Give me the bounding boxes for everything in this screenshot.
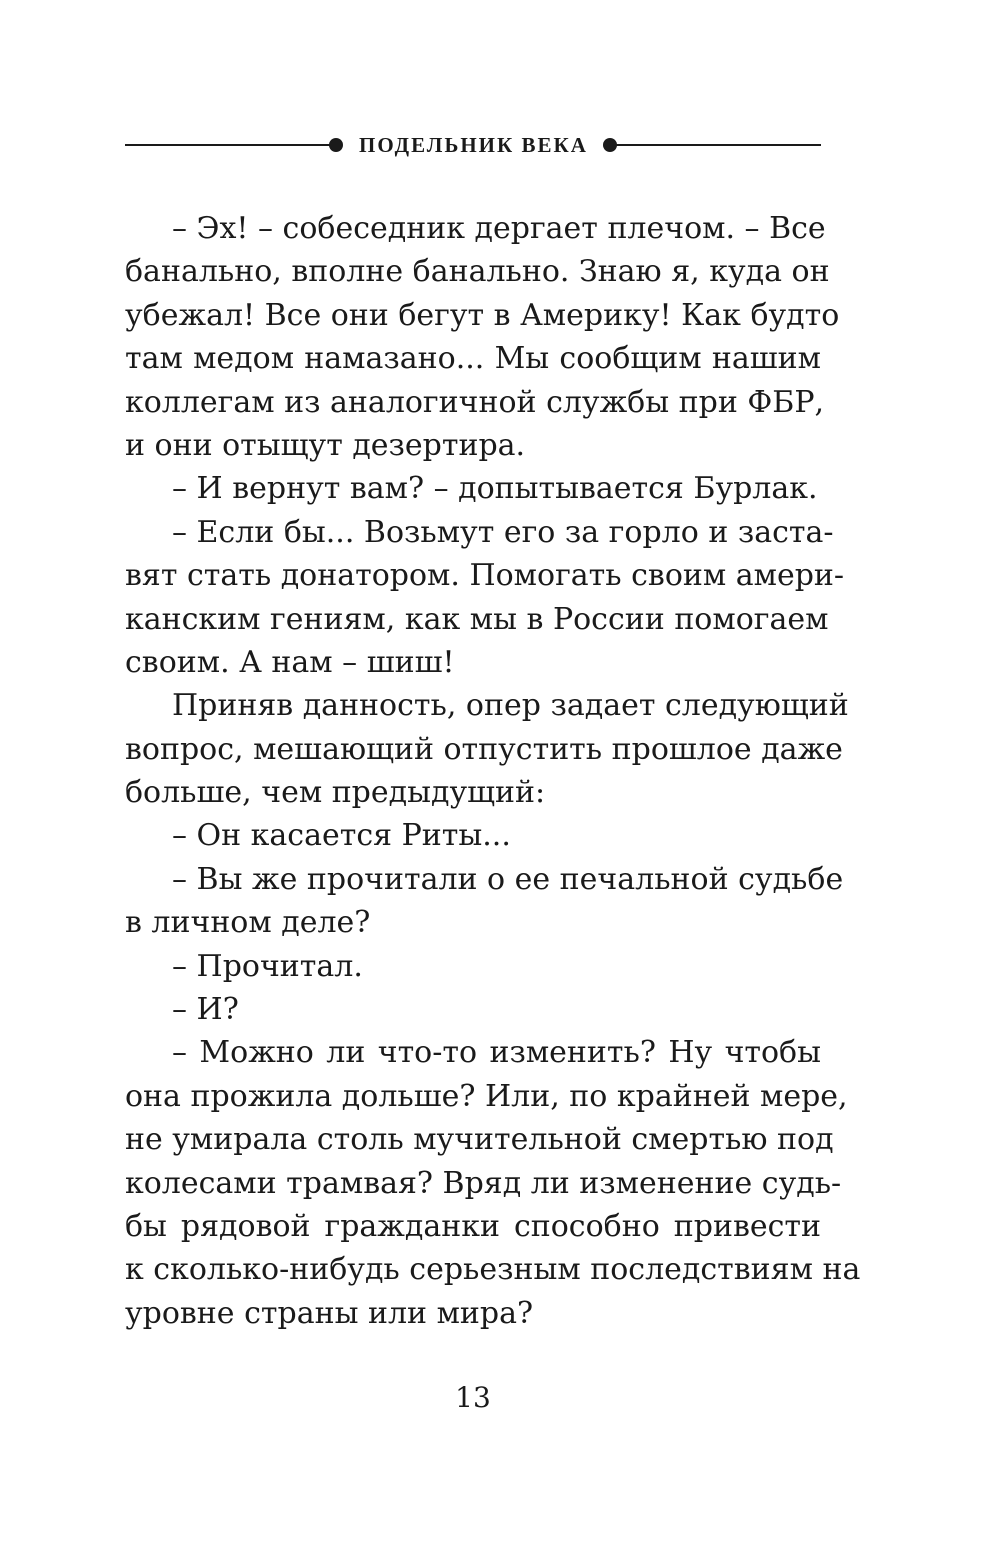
header-rule-left: [125, 144, 335, 146]
text-line: она прожила дольше? Или, по крайней мере,: [125, 1078, 848, 1114]
bullet-dot-icon: [329, 138, 343, 152]
text-line: коллегам из аналогичной службы при ФБР,: [125, 384, 825, 420]
text-line: вопрос, мешающий отпустить прошлое даже: [125, 731, 843, 767]
running-title: ПОДЕЛЬНИК ВЕКА: [359, 133, 588, 157]
text-line: – Если бы... Возьмут его за горло и заста-: [172, 514, 834, 550]
text-line: уровне страны или мира?: [125, 1295, 534, 1331]
text-line: – Вы же прочитали о ее печальной судьбе: [172, 861, 844, 897]
text-line: – Прочитал.: [172, 948, 363, 984]
text-line: там медом намазано... Мы сообщим нашим: [125, 341, 821, 377]
text-line: банально, вполне банально. Знаю я, куда он: [125, 254, 830, 290]
body-text: [125, 207, 861, 1335]
header-rule-right: [611, 144, 821, 146]
text-line: убежал! Все они бегут в Америку! Как будто: [125, 297, 840, 333]
text-line: вят стать донатором. Помогать своим амери-: [125, 558, 845, 594]
text-line: – Эх! – собеседник дергает плечом. – Все: [172, 211, 826, 246]
text-line: в личном деле?: [125, 905, 371, 941]
text-line: – Можно ли что-то изменить? Ну чтобы: [172, 1035, 821, 1071]
running-header: [125, 128, 821, 162]
text-line: Приняв данность, опер задает следующий: [172, 688, 849, 724]
text-line: – И?: [172, 992, 239, 1028]
text-line: к сколько-нибудь серьезным последствиям на: [125, 1252, 861, 1288]
text-line: не умирала столь мучительной смертью под: [125, 1122, 834, 1158]
text-line: бы рядовой гражданки способно привести: [125, 1208, 821, 1244]
page-number: 13: [455, 1381, 491, 1414]
text-line: своим. А нам – шиш!: [125, 644, 455, 680]
text-line: – Он касается Риты...: [172, 818, 511, 854]
text-line: колесами трамвая? Вряд ли изменение судь-: [125, 1165, 842, 1201]
text-line: – И вернут вам? – допытывается Бурлак.: [172, 471, 818, 507]
text-line: и они отыщут дезертира.: [125, 427, 526, 463]
text-line: больше, чем предыдущий:: [125, 775, 546, 811]
text-line: канским гениям, как мы в России помогаем: [125, 601, 829, 637]
